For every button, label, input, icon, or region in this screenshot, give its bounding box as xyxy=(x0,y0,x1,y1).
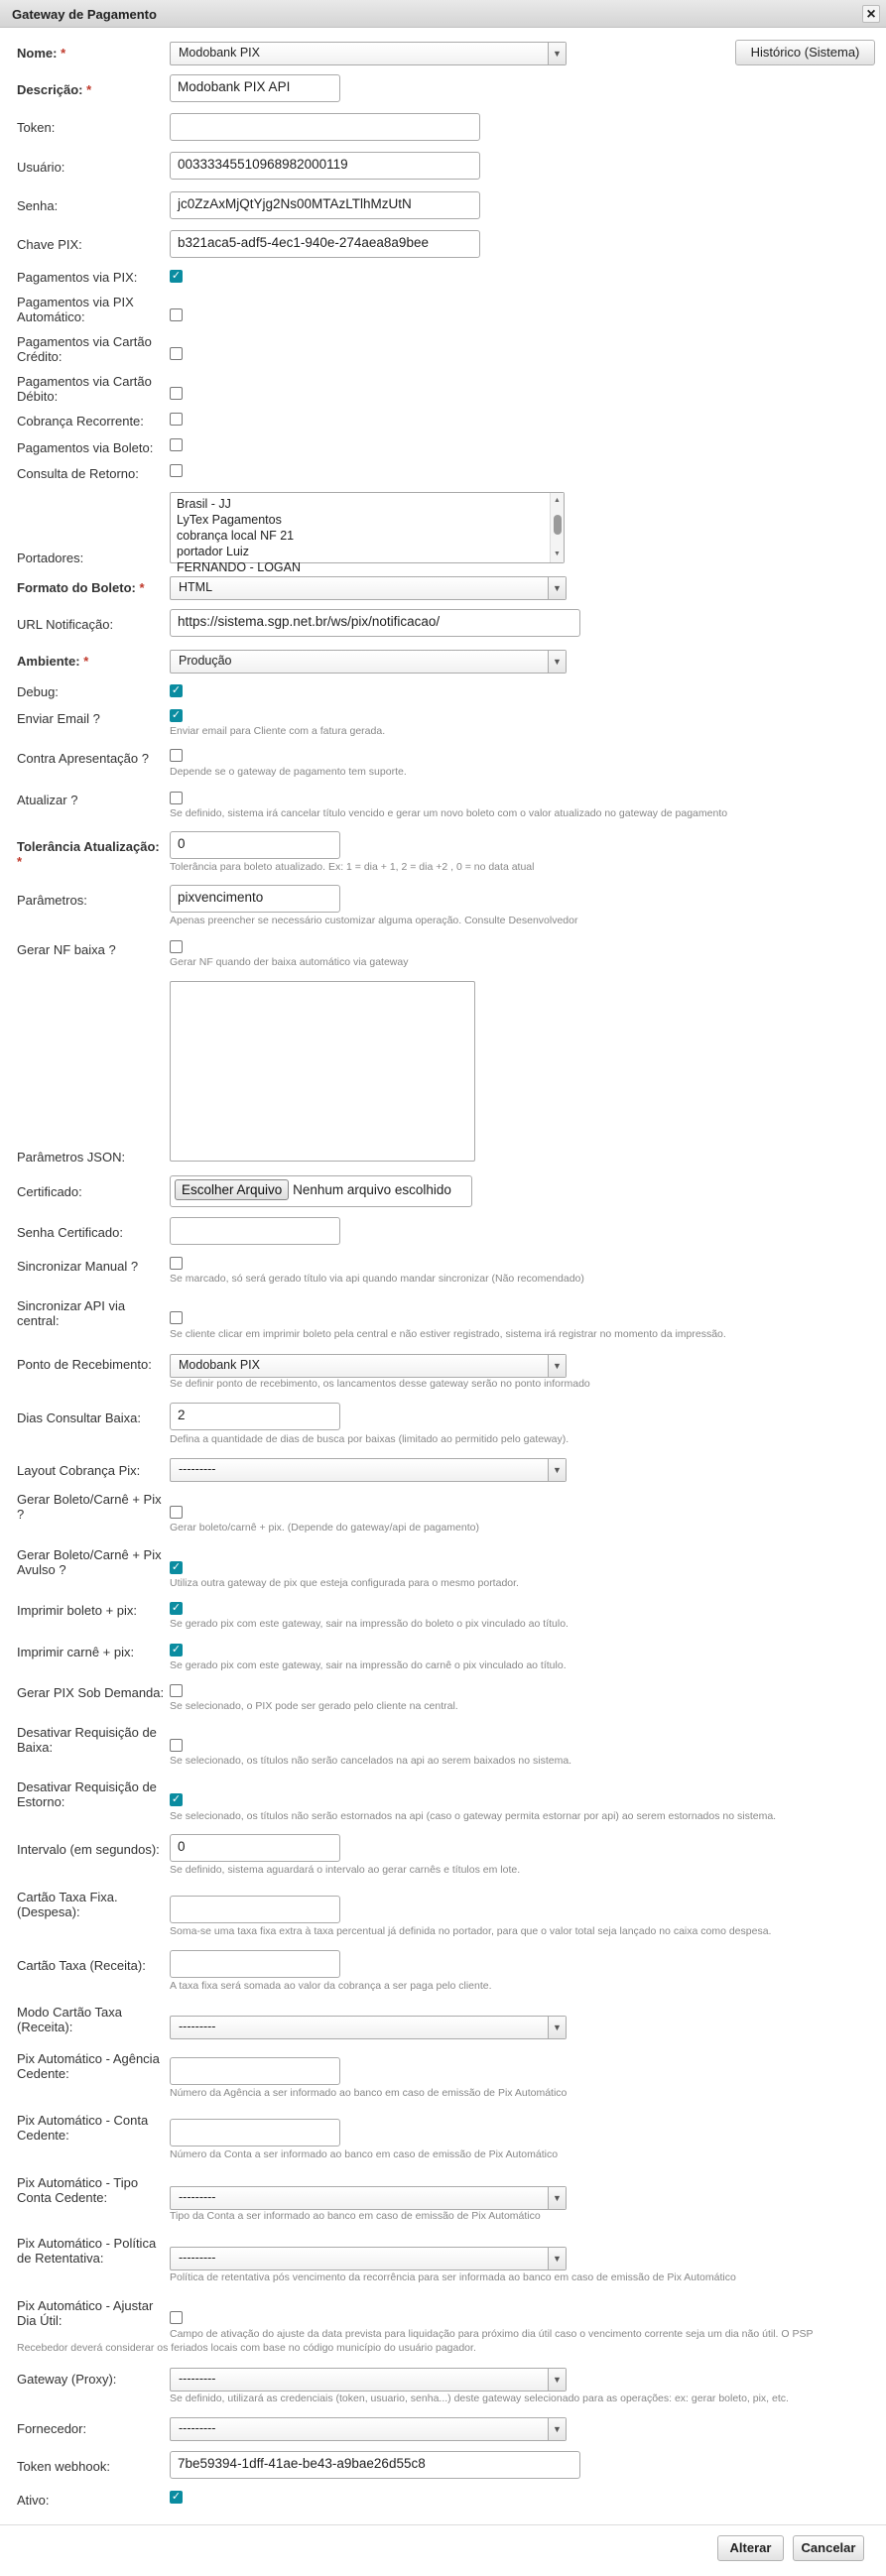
gerar-boleto-carne-pix-avulso-checkbox[interactable]: ✓ xyxy=(171,1561,182,1573)
label-pix-auto-conta: Pix Automático - Conta Cedente: xyxy=(17,2113,149,2143)
label-portadores: Portadores: xyxy=(17,551,84,565)
cartao-taxa-receita-input[interactable] xyxy=(170,1950,340,1978)
label-pag-credito: Pagamentos via Cartão Crédito: xyxy=(17,334,152,364)
consulta-retorno-checkbox[interactable] xyxy=(170,464,183,477)
ambiente-select[interactable]: Produção ▼ xyxy=(170,650,567,674)
label-layout-cobranca-pix: Layout Cobrança Pix: xyxy=(17,1463,141,1478)
imprimir-carne-pix-checkbox[interactable]: ✓ xyxy=(171,1644,182,1656)
token-input[interactable] xyxy=(170,113,480,141)
help-gateway-proxy: Se definido, utilizará as credenciais (token, usuario, senha...) deste gateway selecionado para as operações: ex: gerar boleto, pix, etc. xyxy=(170,2392,789,2404)
label-ambiente: Ambiente: * xyxy=(17,654,89,669)
pag-credito-checkbox[interactable] xyxy=(170,347,183,360)
pix-auto-tipo-conta-select[interactable]: --------- ▼ xyxy=(170,2186,567,2210)
label-cartao-taxa-fixa: Cartão Taxa Fixa. (Despesa): xyxy=(17,1890,118,1919)
help-ponto-recebimento: Se definir ponto de recebimento, os lancamentos desse gateway serão no ponto informado xyxy=(170,1378,590,1390)
ativo-checkbox[interactable]: ✓ xyxy=(171,2491,182,2503)
senha-input[interactable]: jc0ZzAxMjQtYjg2Ns00MTAzLTlhMzUtN xyxy=(170,191,480,219)
close-icon[interactable]: × xyxy=(862,5,880,23)
label-usuario: Usuário: xyxy=(17,160,65,175)
pix-auto-conta-input[interactable] xyxy=(170,2119,340,2147)
label-pag-pix-auto: Pagamentos via PIX Automático: xyxy=(17,295,134,324)
help-pix-auto-ajustar: Campo de ativação do ajuste da data prevista para liquidação para próximo dia útil caso o vencimento corrente seja um dia não útil. O PSP xyxy=(170,2328,814,2340)
label-token-webhook: Token webhook: xyxy=(17,2459,110,2474)
help-pix-auto-ajustar-continued: Recebedor deverá considerar os feriados locais com base no código município do usuário pagador. xyxy=(17,2342,476,2354)
cobranca-recorrente-checkbox[interactable] xyxy=(170,413,183,426)
help-sincronizar-api: Se cliente clicar em imprimir boleto pela central e não estiver registrado, sistema irá registrar no momento da impressão. xyxy=(170,1328,726,1340)
label-ativo: Ativo: xyxy=(17,2493,50,2508)
label-desativar-req-baixa: Desativar Requisição de Baixa: xyxy=(17,1725,157,1755)
label-dias-consultar-baixa: Dias Consultar Baixa: xyxy=(17,1411,141,1425)
help-imprimir-carne-pix: Se gerado pix com este gateway, sair na impressão do carnê o pix vinculado ao título. xyxy=(170,1659,567,1671)
ponto-recebimento-select[interactable]: Modobank PIX ▼ xyxy=(170,1354,567,1378)
sincronizar-api-checkbox[interactable] xyxy=(170,1311,183,1324)
historico-button[interactable]: Histórico (Sistema) xyxy=(735,40,875,65)
fornecedor-select[interactable]: --------- ▼ xyxy=(170,2417,567,2441)
label-pag-pix: Pagamentos via PIX: xyxy=(17,270,138,285)
portador-option[interactable]: Brasil - JJ xyxy=(177,497,231,511)
chevron-down-icon: ▼ xyxy=(548,1355,566,1377)
label-atualizar: Atualizar ? xyxy=(17,793,78,807)
label-debug: Debug: xyxy=(17,684,59,699)
dias-consultar-baixa-input[interactable]: 2 xyxy=(170,1403,340,1430)
pag-pix-auto-checkbox[interactable] xyxy=(170,308,183,321)
pix-auto-agencia-input[interactable] xyxy=(170,2057,340,2085)
parametros-json-textarea[interactable] xyxy=(170,981,475,1162)
file-status: Nenhum arquivo escolhido xyxy=(293,1182,451,1197)
chevron-down-icon: ▼ xyxy=(548,2369,566,2391)
portador-option[interactable]: LyTex Pagamentos xyxy=(177,513,282,527)
desativar-req-estorno-checkbox[interactable]: ✓ xyxy=(171,1793,182,1805)
label-descricao: Descrição: * xyxy=(17,82,92,97)
debug-checkbox[interactable]: ✓ xyxy=(171,684,182,696)
escolher-arquivo-button[interactable]: Escolher Arquivo xyxy=(175,1179,289,1200)
chevron-down-icon: ▼ xyxy=(548,2187,566,2209)
pag-pix-checkbox[interactable]: ✓ xyxy=(171,270,182,282)
pag-debito-checkbox[interactable] xyxy=(170,387,183,400)
help-gerar-pix-sob-demanda: Se selecionado, o PIX pode ser gerado pelo cliente na central. xyxy=(170,1700,458,1712)
help-intervalo: Se definido, sistema aguardará o intervalo ao gerar carnês e títulos em lote. xyxy=(170,1864,521,1876)
portador-option[interactable]: FERNANDO - LOGAN xyxy=(177,560,302,574)
label-senha-certificado: Senha Certificado: xyxy=(17,1225,123,1240)
help-pix-auto-tipo-conta: Tipo da Conta a ser informado ao banco em caso de emissão de Pix Automático xyxy=(170,2210,541,2222)
label-contra-apresentacao: Contra Apresentação ? xyxy=(17,751,149,766)
label-url-notificacao: URL Notificação: xyxy=(17,617,114,632)
portadores-scrollbar[interactable] xyxy=(550,493,564,562)
url-notificacao-input[interactable]: https://sistema.sgp.net.br/ws/pix/notificacao/ xyxy=(170,609,580,637)
descricao-input[interactable]: Modobank PIX API xyxy=(170,74,340,102)
label-formato-boleto: Formato do Boleto: * xyxy=(17,580,145,595)
help-gerar-boleto-carne-pix: Gerar boleto/carnê + pix. (Depende do gateway/api de pagamento) xyxy=(170,1522,479,1533)
gerar-boleto-carne-pix-checkbox[interactable] xyxy=(170,1506,183,1519)
pix-auto-politica-select[interactable]: --------- ▼ xyxy=(170,2247,567,2270)
help-pix-auto-politica: Política de retentativa pós vencimento da recorrência para ser informada ao banco em caso de emissão de Pix Automático xyxy=(170,2271,736,2283)
gerar-nf-baixa-checkbox[interactable] xyxy=(170,940,183,953)
dialog-titlebar xyxy=(0,0,886,28)
help-dias-consultar-baixa: Defina a quantidade de dias de busca por baixas (limitado ao permitido pelo gateway). xyxy=(170,1433,570,1445)
gateway-proxy-select[interactable]: --------- ▼ xyxy=(170,2368,567,2392)
label-pag-debito: Pagamentos via Cartão Débito: xyxy=(17,374,152,404)
portador-option[interactable]: portador Luiz xyxy=(177,545,249,558)
chave-pix-input[interactable]: b321aca5-adf5-4ec1-940e-274aea8a9bee xyxy=(170,230,480,258)
chevron-down-icon: ▼ xyxy=(548,2418,566,2440)
label-ponto-recebimento: Ponto de Recebimento: xyxy=(17,1357,152,1372)
help-desativar-req-estorno: Se selecionado, os títulos não serão estornados na api (caso o gateway permita estornar por api) ao serem estornados no sistema. xyxy=(170,1810,777,1822)
label-parametros-json: Parâmetros JSON: xyxy=(17,1150,126,1165)
label-senha: Senha: xyxy=(17,198,59,213)
label-fornecedor: Fornecedor: xyxy=(17,2421,87,2436)
help-gerar-nf-baixa: Gerar NF quando der baixa automático via gateway xyxy=(170,956,409,968)
chevron-down-icon: ▼ xyxy=(548,43,566,64)
enviar-email-checkbox[interactable]: ✓ xyxy=(171,709,182,721)
help-pix-auto-conta: Número da Conta a ser informado ao banco em caso de emissão de Pix Automático xyxy=(170,2148,559,2160)
scroll-thumb[interactable] xyxy=(554,515,562,535)
label-imprimir-boleto-pix: Imprimir boleto + pix: xyxy=(17,1603,138,1618)
nome-select[interactable]: Modobank PIX ▼ xyxy=(170,42,567,65)
modo-cartao-taxa-select[interactable]: --------- ▼ xyxy=(170,2016,567,2039)
token-webhook-input[interactable]: 7be59394-1dff-41ae-be43-a9bae26d55c8 xyxy=(170,2451,580,2479)
chevron-down-icon: ▼ xyxy=(548,577,566,599)
cancelar-button[interactable]: Cancelar xyxy=(793,2535,864,2561)
label-pix-auto-ajustar: Pix Automático - Ajustar Dia Útil: xyxy=(17,2298,154,2328)
label-gerar-boleto-carne-pix: Gerar Boleto/Carnê + Pix ? xyxy=(17,1492,162,1522)
chevron-down-icon: ▼ xyxy=(548,651,566,673)
label-pix-auto-tipo-conta: Pix Automático - Tipo Conta Cedente: xyxy=(17,2175,139,2205)
portadores-listbox[interactable] xyxy=(170,492,565,574)
label-cobranca-recorrente: Cobrança Recorrente: xyxy=(17,414,144,429)
label-gerar-pix-sob-demanda: Gerar PIX Sob Demanda: xyxy=(17,1685,165,1700)
desativar-req-baixa-checkbox[interactable] xyxy=(170,1739,183,1752)
label-parametros: Parâmetros: xyxy=(17,893,87,908)
formato-boleto-select[interactable]: HTML ▼ xyxy=(170,576,567,600)
chevron-down-icon: ▼ xyxy=(548,2248,566,2269)
label-cartao-taxa-receita: Cartão Taxa (Receita): xyxy=(17,1958,146,1973)
cartao-taxa-fixa-input[interactable] xyxy=(170,1896,340,1923)
label-modo-cartao-taxa: Modo Cartão Taxa (Receita): xyxy=(17,2005,122,2034)
parametros-input[interactable]: pixvencimento xyxy=(170,885,340,913)
label-pix-auto-politica: Pix Automático - Política de Retentativa: xyxy=(17,2236,157,2266)
pag-boleto-checkbox[interactable] xyxy=(170,438,183,451)
label-token: Token: xyxy=(17,120,56,135)
layout-cobranca-pix-select[interactable]: --------- ▼ xyxy=(170,1458,567,1482)
scroll-up-icon[interactable]: ▲ xyxy=(554,497,561,504)
label-nome: Nome: * xyxy=(17,46,66,61)
atualizar-checkbox[interactable] xyxy=(170,792,183,804)
label-chave-pix: Chave PIX: xyxy=(17,237,82,252)
help-enviar-email: Enviar email para Cliente com a fatura gerada. xyxy=(170,725,386,737)
label-intervalo: Intervalo (em segundos): xyxy=(17,1842,160,1857)
imprimir-boleto-pix-checkbox[interactable]: ✓ xyxy=(171,1602,182,1614)
alterar-button[interactable]: Alterar xyxy=(717,2535,784,2561)
help-cartao-taxa-fixa: Soma-se uma taxa fixa extra à taxa percentual já definida no portador, para que o valor total seja lançado no caixa como despesa. xyxy=(170,1925,772,1937)
pix-auto-ajustar-checkbox[interactable] xyxy=(170,2311,183,2324)
contra-apresentacao-checkbox[interactable] xyxy=(170,749,183,762)
help-atualizar: Se definido, sistema irá cancelar título vencido e gerar um novo boleto com o valor atualizado no gateway de pagamento xyxy=(170,807,728,819)
label-enviar-email: Enviar Email ? xyxy=(17,711,100,726)
label-tolerancia: Tolerância Atualização: * xyxy=(17,839,160,869)
usuario-input[interactable]: 003333455109689820001​19 xyxy=(170,152,480,180)
footer-divider xyxy=(0,2524,886,2525)
label-certificado: Certificado: xyxy=(17,1184,82,1199)
help-gerar-boleto-carne-pix-avulso: Utiliza outra gateway de pix que esteja configurada para o mesmo portador. xyxy=(170,1577,519,1589)
label-pag-boleto: Pagamentos via Boleto: xyxy=(17,440,154,455)
scroll-down-icon[interactable]: ▼ xyxy=(554,551,561,557)
portador-option[interactable]: cobrança local NF 21 xyxy=(177,529,295,543)
label-desativar-req-estorno: Desativar Requisição de Estorno: xyxy=(17,1779,157,1809)
certificado-file-input[interactable] xyxy=(170,1175,472,1207)
help-pix-auto-agencia: Número da Agência a ser informado ao banco em caso de emissão de Pix Automático xyxy=(170,2087,568,2099)
label-pix-auto-agencia: Pix Automático - Agência Cedente: xyxy=(17,2051,160,2081)
help-desativar-req-baixa: Se selecionado, os títulos não serão cancelados na api ao serem baixados no sistema. xyxy=(170,1755,572,1767)
tolerancia-input[interactable]: 0 xyxy=(170,831,340,859)
chevron-down-icon: ▼ xyxy=(548,1459,566,1481)
help-sincronizar-manual: Se marcado, só será gerado título via api quando mandar sincronizar (Não recomendado) xyxy=(170,1273,584,1285)
label-gerar-boleto-carne-pix-avulso: Gerar Boleto/Carnê + Pix Avulso ? xyxy=(17,1547,162,1577)
help-imprimir-boleto-pix: Se gerado pix com este gateway, sair na impressão do boleto o pix vinculado ao título. xyxy=(170,1618,569,1630)
sincronizar-manual-checkbox[interactable] xyxy=(170,1257,183,1270)
gerar-pix-sob-demanda-checkbox[interactable] xyxy=(170,1684,183,1697)
label-consulta-retorno: Consulta de Retorno: xyxy=(17,466,139,481)
senha-certificado-input[interactable] xyxy=(170,1217,340,1245)
label-imprimir-carne-pix: Imprimir carnê + pix: xyxy=(17,1645,135,1659)
intervalo-input[interactable]: 0 xyxy=(170,1834,340,1862)
dialog-title: Gateway de Pagamento xyxy=(12,7,157,22)
chevron-down-icon: ▼ xyxy=(548,2017,566,2038)
label-gerar-nf-baixa: Gerar NF baixa ? xyxy=(17,942,116,957)
label-gateway-proxy: Gateway (Proxy): xyxy=(17,2372,117,2387)
label-sincronizar-api: Sincronizar API via central: xyxy=(17,1298,126,1328)
help-parametros: Apenas preencher se necessário customizar alguma operação. Consulte Desenvolvedor xyxy=(170,915,578,926)
help-tolerancia: Tolerância para boleto atualizado. Ex: 1 = dia + 1, 2 = dia +2 , 0 = no data atual xyxy=(170,861,535,873)
help-contra-apresentacao: Depende se o gateway de pagamento tem suporte. xyxy=(170,766,407,778)
help-cartao-taxa-receita: A taxa fixa será somada ao valor da cobrança a ser paga pelo cliente. xyxy=(170,1980,492,1992)
label-sincronizar-manual: Sincronizar Manual ? xyxy=(17,1259,139,1274)
